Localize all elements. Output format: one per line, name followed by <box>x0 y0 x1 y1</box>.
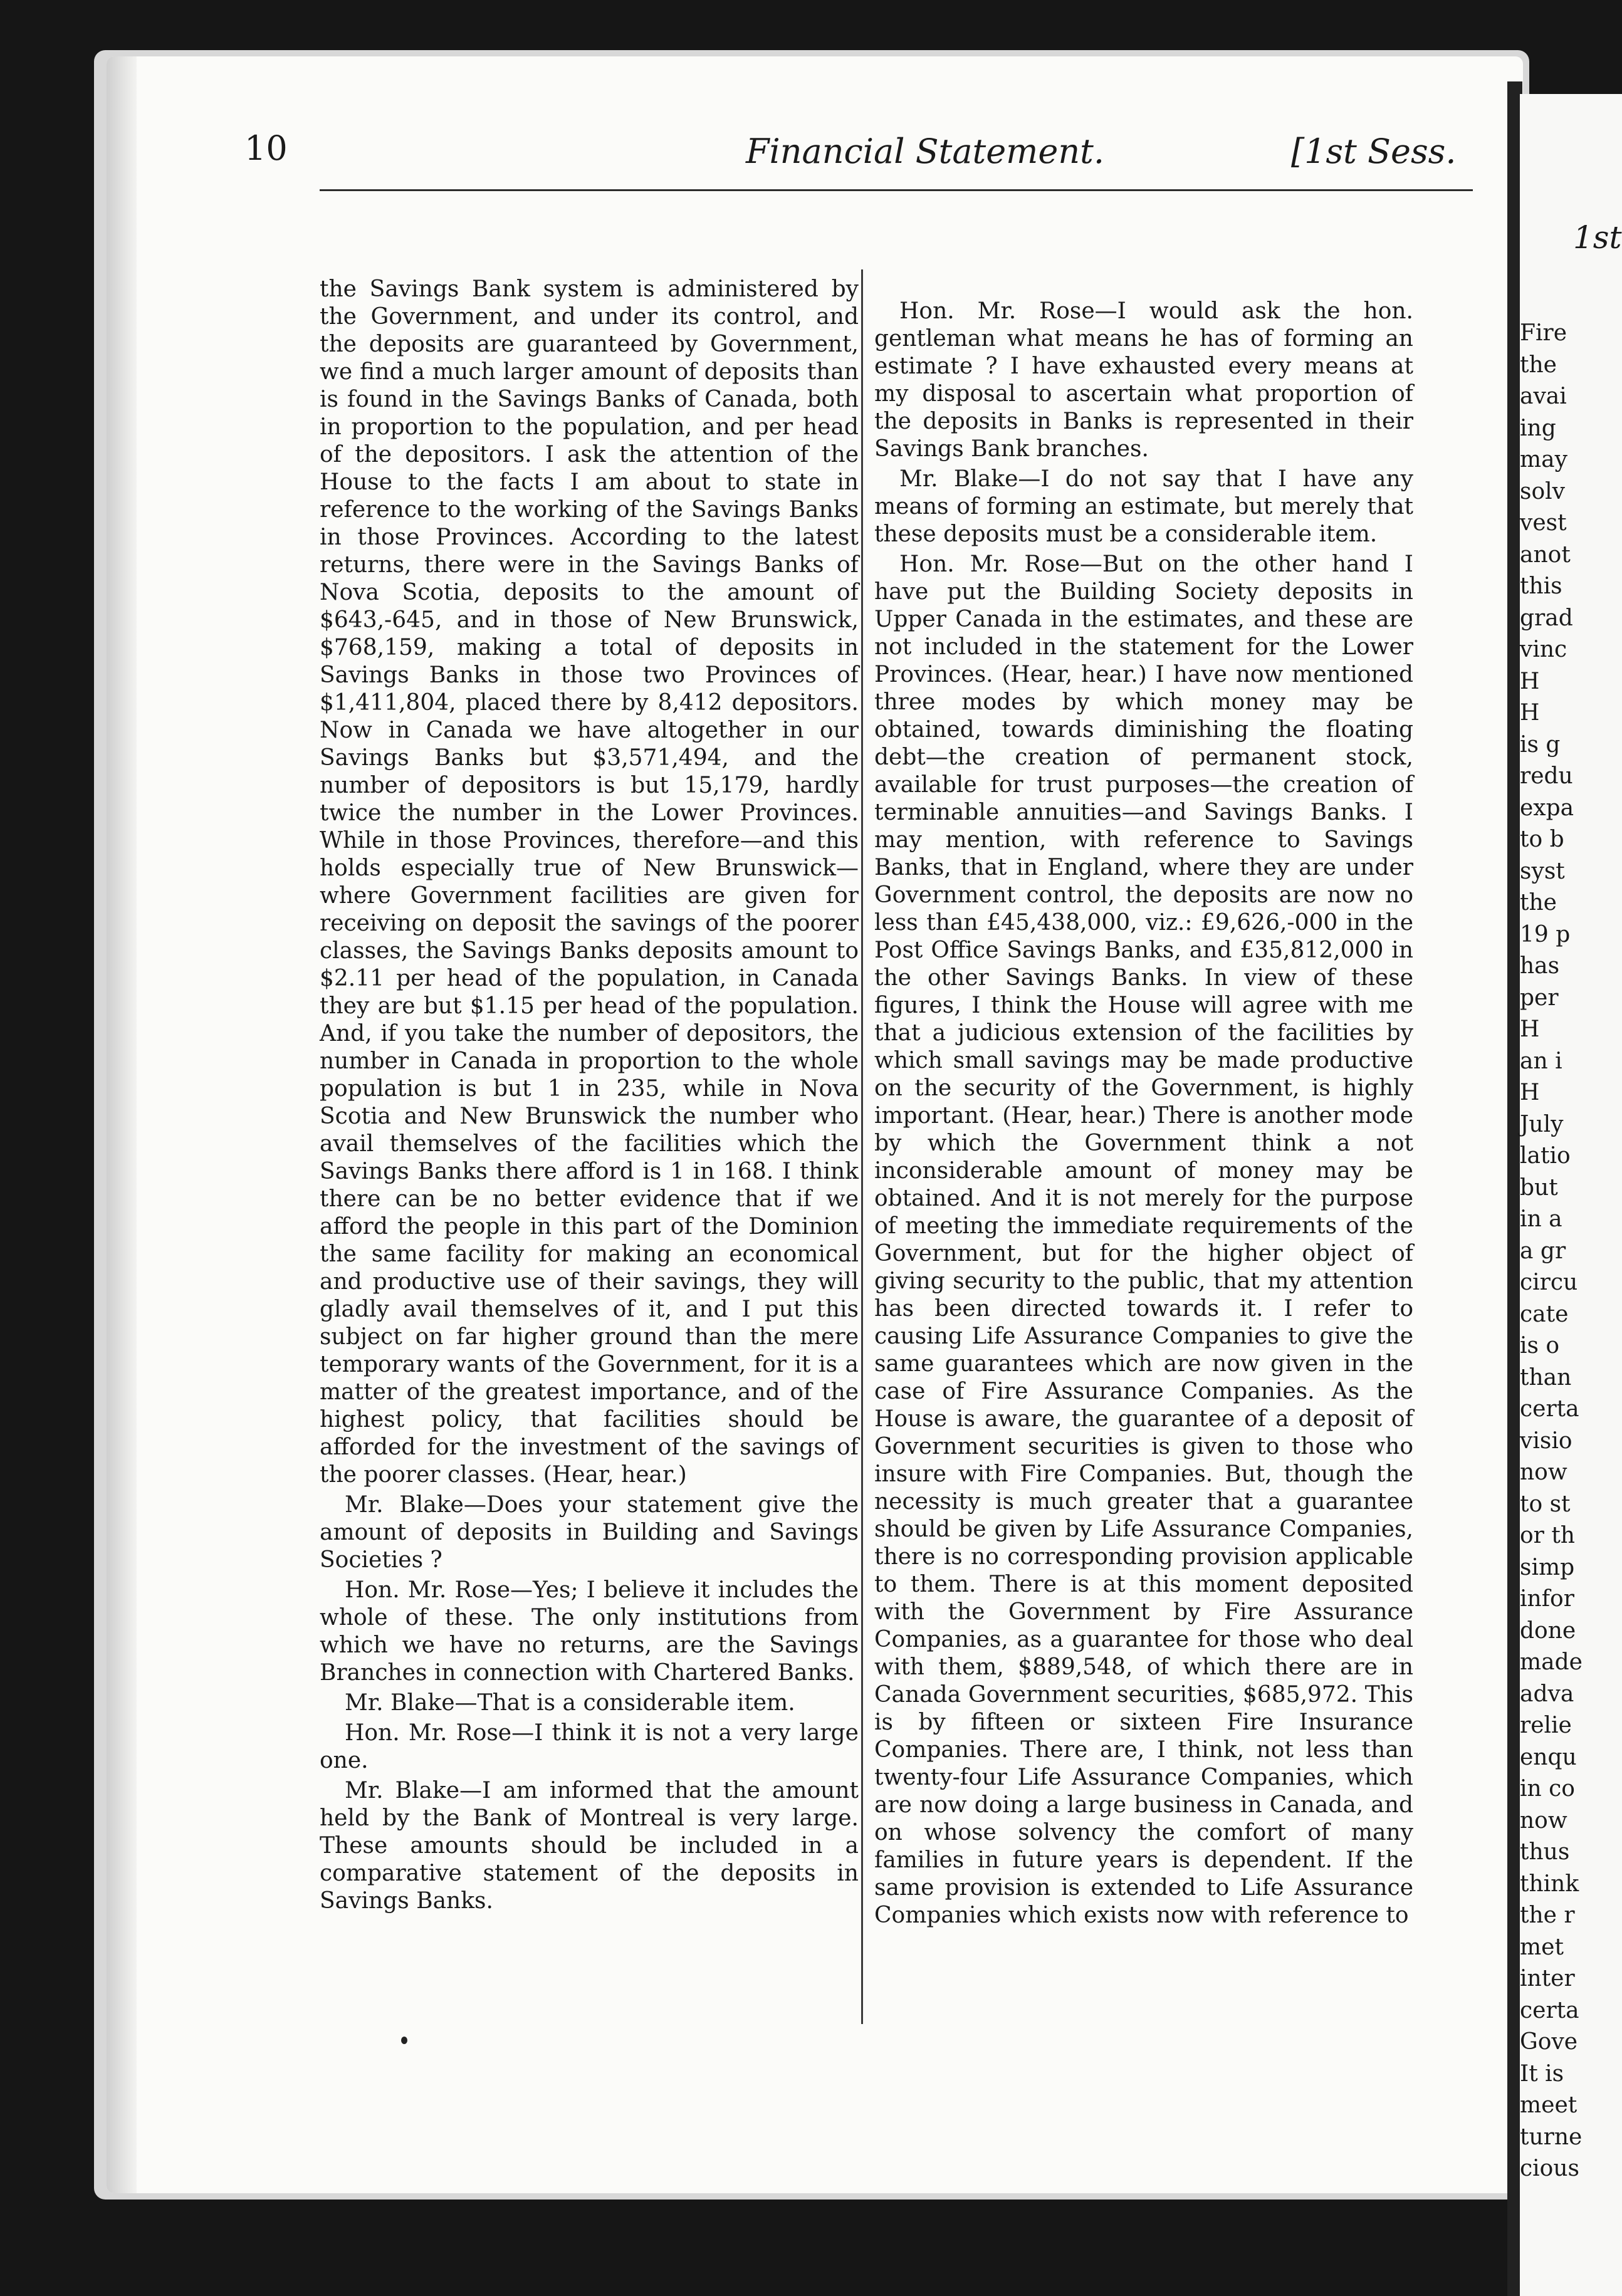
facing-line: cate <box>1520 1301 1569 1327</box>
facing-line: or th <box>1520 1523 1575 1548</box>
facing-line: is o <box>1520 1333 1560 1359</box>
facing-line: Fire <box>1520 320 1567 346</box>
facing-line: this <box>1520 573 1562 599</box>
facing-line: H <box>1520 1080 1540 1105</box>
paragraph: Mr. Blake—I am informed that the amount held by the Bank of Montreal is very large. These amounts should be included in a comparative statement of the deposits in Savings Banks. <box>320 1778 859 1914</box>
facing-line: July <box>1520 1111 1564 1137</box>
facing-line: thus <box>1520 1839 1570 1865</box>
facing-line: meet <box>1520 2092 1578 2118</box>
facing-line: grad <box>1520 605 1573 631</box>
paragraph: Mr. Blake—That is a considerable item. <box>345 1690 795 1716</box>
paragraph: Hon. Mr. Rose—I think it is not a very large one. <box>320 1720 859 1773</box>
left-column <box>320 276 859 1918</box>
facing-line: anot <box>1520 541 1571 568</box>
facing-line: H <box>1520 700 1540 726</box>
running-title: Financial Statement. <box>746 132 1104 171</box>
facing-line: is g <box>1520 731 1561 758</box>
facing-line: made <box>1520 1649 1583 1675</box>
facing-line: solv <box>1520 478 1565 504</box>
facing-line: vest <box>1520 510 1567 536</box>
facing-line: certa <box>1520 1396 1579 1422</box>
paragraph: Mr. Blake—I do not say that I have any means of forming an estimate, but merely that these deposits must be a considerable item. <box>874 466 1413 547</box>
facing-line: to b <box>1520 827 1564 852</box>
column-divider <box>861 269 863 2024</box>
facing-line: met <box>1520 1934 1564 1960</box>
ink-spot <box>401 2037 407 2044</box>
facing-line: adva <box>1520 1681 1574 1707</box>
facing-line: vinc <box>1520 637 1567 662</box>
facing-line: enqu <box>1520 1744 1577 1770</box>
facing-line: simp <box>1520 1554 1575 1580</box>
facing-line: certa <box>1520 1997 1579 2023</box>
facing-line: in co <box>1520 1776 1575 1802</box>
paragraph: the Savings Bank system is administered by the Government, and under its control, and the deposits are guaranteed by Government, we find a much larger amount of deposits than is found in the Savings Banks of Canada, both in proportion to the population, and per head of the depositors. I ask the attention of the House to the facts I am about to state in reference to the working of the Savings Banks in those Provinces. According to the latest returns, there were in the Savings Banks of Nova Scotia, deposits to the amount of $643,-645, and in those of New Brunswick, $768,159, making a total of deposits in Savings Banks in those two Provinces of $1,411,804, placed there by 8,412 depositors. Now in Canada we have altogether in our Savings Banks but $3,571,494, and the number of depositors is but 15,179, hardly twice the number in the Lower Provinces. While in those Provinces, therefore—and this holds especially true of New Brunswick—where Government facilities are given for receiving on deposit the savings of the poorer classes, the Savings Banks deposits amount to $2.11 per head of the population, in Canada they are but $1.15 per head of the population. And, if you take the number of depositors, the number in Canada in proportion to the whole population is but 1 in 235, while in Nova Scotia and New Brunswick the number who avail themselves of the facilities which the Savings Banks there afford is 1 in 168. I think there can be no better evidence that if we afford the people in this part of the Dominion the same facility for making an economical and productive use of their savings, they will gladly avail themselves of it, and I put this subject on far higher ground than the mere temporary wants of the Government, for it is a matter of the greatest importance, and of the highest policy, that facilities should be afforded for the investment of the savings of the poorer classes. (Hear, hear.) <box>320 276 859 1488</box>
facing-line: now <box>1520 1807 1567 1834</box>
facing-line: visio <box>1520 1427 1572 1454</box>
facing-line: turne <box>1520 2124 1583 2150</box>
facing-line: has <box>1520 953 1560 979</box>
header-rule <box>320 189 1473 191</box>
facing-line: infor <box>1520 1586 1574 1612</box>
right-column <box>874 298 1413 1932</box>
facing-line: expa <box>1520 795 1574 821</box>
paragraph: Hon. Mr. Rose—Yes; I believe it includes the whole of these. The only institutions from which we have no returns, are the Savings Branches in connection with Chartered Banks. <box>320 1577 859 1686</box>
facing-line: H <box>1520 1016 1540 1042</box>
facing-line: circu <box>1520 1270 1578 1295</box>
facing-line: the <box>1520 352 1557 378</box>
facing-line: ing <box>1520 415 1556 441</box>
paragraph: Hon. Mr. Rose—I would ask the hon. gentleman what means he has of forming an estimate ? I have exhausted every means at my disposal to ascertain what proportion of the deposits in Banks is represented in their Savings Bank branches. <box>874 298 1413 462</box>
facing-line: It is <box>1520 2060 1564 2087</box>
facing-line: done <box>1520 1617 1576 1644</box>
facing-page-header: 1st <box>1573 219 1622 256</box>
page-number: 10 <box>244 128 288 168</box>
facing-line: inter <box>1520 1966 1575 1991</box>
facing-line: per <box>1520 984 1559 1011</box>
facing-line: a gr <box>1520 1238 1566 1264</box>
paragraph: Hon. Mr. Rose—But on the other hand I have put the Building Society deposits in Upper Canada in the estimates, and these are not included in the statement for the Lower Provinces. (Hear, hear.) I have now mentioned three modes by which money may be obtained, towards diminishing the floating debt—the creation of permanent stock, available for trust purposes—the creation of terminable annuities—and Savings Banks. I may mention, with reference to Savings Banks, that in England, where they are under Government control, the deposits are now no less than £45,438,000, viz.: £9,626,-000 in the Post Office Savings Banks, and £35,812,000 in the other Savings Banks. In view of these figures, I think the House will agree with me that a judicious extension of the facilities by which small savings may be made productive on the security of the Government, is highly important. (Hear, hear.) There is another mode by which the Government think a not inconsiderable amount of money may be obtained. And it is not merely for the purpose of meeting the immediate requirements of the Government, but for the higher object of giving security to the public, that my attention has been directed towards it. I refer to causing Life Assurance Companies to give the same guarantees which are now given in the case of Fire Assurance Companies. As the House is aware, the guarantee of a deposit of Government securities is given to those who insure with Fire Companies. But, though the necessity is much greater that a guarantee should be given by Life Assurance Companies, there is no corresponding provision applicable to them. There is at this moment deposited with the Government by Fire Assurance Companies, as a guarantee for those who deal with them, $889,548, of which there are in Canada Government securities, $685,972. This is by fifteen or sixteen Fire Insurance Companies. There are, I think, not less than twenty-four Life Assurance Companies, which are now doing a large business in Canada, and on whose solvency the comfort of many families in future years is dependent. If the same provision is extended to Life Assurance Companies which exists now with reference to <box>874 551 1413 1928</box>
facing-line: 19 p <box>1520 921 1571 947</box>
facing-line: may <box>1520 447 1567 472</box>
facing-line: now <box>1520 1459 1567 1485</box>
facing-line: latio <box>1520 1143 1571 1169</box>
facing-line: than <box>1520 1364 1572 1391</box>
facing-line: relie <box>1520 1713 1572 1738</box>
facing-line: H <box>1520 668 1540 694</box>
facing-line: in a <box>1520 1206 1562 1232</box>
facing-line: avai <box>1520 384 1567 409</box>
facing-line: an i <box>1520 1048 1562 1074</box>
facing-line: think <box>1520 1871 1579 1897</box>
page-fold <box>107 56 137 2193</box>
facing-line: Gove <box>1520 2029 1578 2055</box>
facing-line: to st <box>1520 1491 1571 1517</box>
paragraph: Mr. Blake—Does your statement give the amount of deposits in Building and Savings Societies ? <box>320 1492 859 1573</box>
facing-line: the <box>1520 890 1557 916</box>
session-label: [1st Sess. <box>1291 132 1457 171</box>
facing-line: but <box>1520 1174 1558 1201</box>
facing-line: cious <box>1520 2156 1580 2181</box>
facing-line: redu <box>1520 763 1573 789</box>
facing-line: syst <box>1520 858 1565 884</box>
facing-line: the r <box>1520 1902 1575 1928</box>
